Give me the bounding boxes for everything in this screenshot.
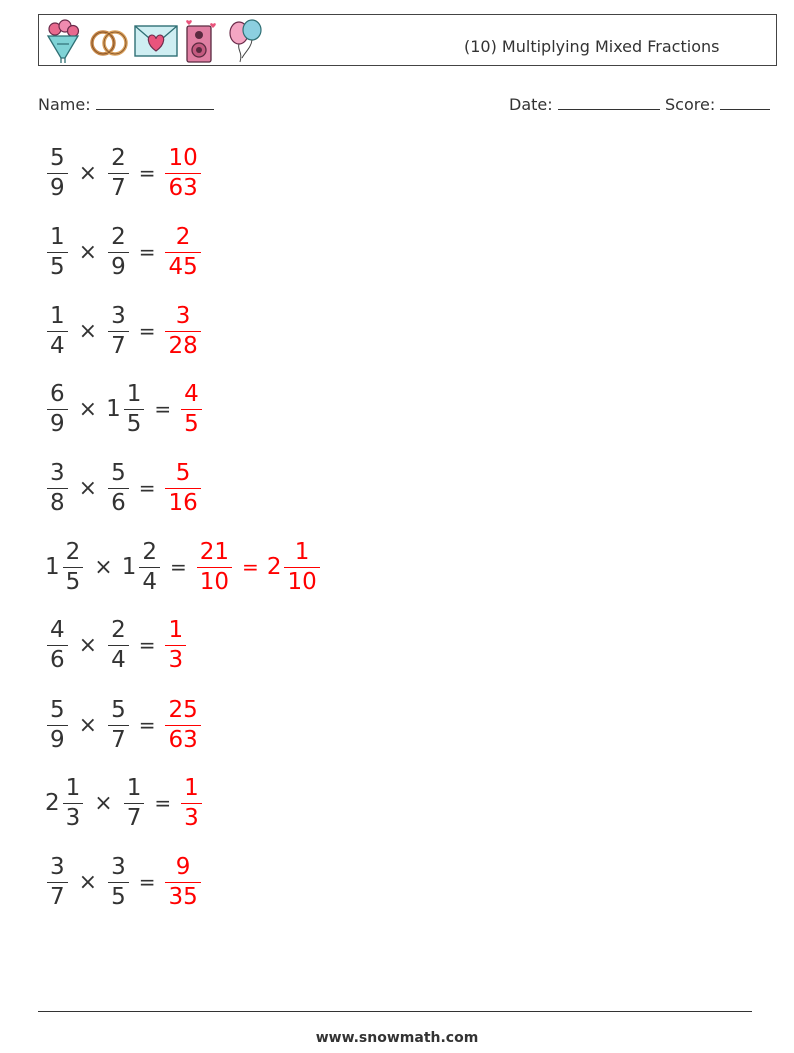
numerator: 1	[50, 223, 65, 250]
operand-a	[45, 616, 70, 673]
fraction	[165, 459, 200, 516]
equals-sign: =	[138, 476, 156, 500]
answer	[163, 144, 202, 201]
footer-url: www.snowmath.com	[315, 1030, 479, 1046]
operand-a	[45, 774, 85, 831]
score-blank[interactable]	[720, 93, 770, 110]
times-sign: ×	[78, 318, 98, 344]
numerator: 3	[111, 302, 126, 329]
operand-b	[106, 853, 131, 910]
numerator: 5	[50, 696, 65, 723]
denominator: 6	[47, 645, 68, 672]
denominator: 10	[284, 567, 319, 594]
answer	[163, 696, 202, 753]
denominator: 63	[165, 725, 200, 752]
equals-sign: =	[170, 555, 187, 579]
fraction	[63, 774, 84, 831]
fraction	[108, 616, 129, 673]
numerator: 2	[111, 616, 126, 643]
fraction	[165, 302, 200, 359]
name-blank[interactable]	[96, 93, 214, 110]
denominator: 7	[124, 803, 145, 830]
date-blank[interactable]	[558, 93, 660, 110]
denominator: 4	[108, 645, 129, 672]
answer	[163, 223, 202, 280]
fraction	[124, 380, 145, 437]
numerator: 2	[111, 223, 126, 250]
answer-fraction	[179, 774, 204, 831]
fraction	[165, 223, 200, 280]
problem-row	[45, 381, 204, 437]
denominator: 63	[165, 173, 200, 200]
equals-sign: =	[138, 240, 156, 264]
times-sign: ×	[78, 869, 98, 895]
problem-row	[45, 854, 203, 910]
operand-a	[45, 853, 70, 910]
numerator: 2	[142, 538, 157, 565]
numerator: 4	[50, 616, 65, 643]
denominator: 3	[165, 645, 186, 672]
balloons-icon	[225, 18, 267, 64]
fraction	[108, 302, 129, 359]
operand-b	[106, 144, 131, 201]
rings-icon	[87, 18, 131, 64]
fraction	[47, 853, 68, 910]
problem-row	[45, 460, 203, 516]
numerator: 1	[184, 774, 199, 801]
bouquet-icon	[43, 18, 83, 64]
name-field[interactable]	[38, 93, 214, 114]
operand-b	[106, 616, 131, 673]
answer-fraction	[163, 459, 202, 516]
answer-fraction	[163, 853, 202, 910]
speaker-hearts-icon	[183, 18, 219, 64]
times-sign: ×	[78, 475, 98, 501]
numerator: 3	[175, 302, 191, 329]
operand-a	[45, 538, 85, 595]
answer-mixed-number	[266, 538, 322, 595]
denominator: 5	[63, 567, 84, 594]
answer	[163, 459, 202, 516]
fraction	[47, 380, 68, 437]
numerator: 1	[294, 538, 310, 565]
whole-number: 1	[45, 554, 60, 580]
denominator: 7	[47, 882, 68, 909]
fraction	[108, 853, 129, 910]
problem-row	[45, 539, 322, 595]
date-field[interactable]	[509, 93, 660, 114]
answer	[195, 538, 322, 595]
fraction	[47, 696, 68, 753]
fraction	[47, 144, 68, 201]
problem-row	[45, 145, 203, 201]
whole-number: 1	[121, 554, 137, 580]
times-sign: ×	[78, 712, 98, 738]
fraction	[165, 696, 200, 753]
problem-row	[45, 697, 203, 753]
numerator: 10	[168, 144, 198, 171]
fraction	[108, 696, 129, 753]
whole-number: 2	[45, 790, 60, 816]
answer	[163, 302, 202, 359]
fraction	[181, 380, 202, 437]
numerator: 25	[168, 696, 198, 723]
fraction	[47, 223, 68, 280]
answer	[163, 616, 188, 673]
whole-number: 2	[266, 554, 282, 580]
denominator: 5	[108, 882, 129, 909]
numerator: 1	[168, 616, 184, 643]
denominator: 3	[63, 803, 84, 830]
whole-number: 1	[106, 396, 121, 422]
equals-sign: =	[138, 319, 156, 343]
numerator: 3	[111, 853, 126, 880]
worksheet-header	[38, 14, 777, 66]
operand-b	[106, 696, 131, 753]
times-sign: ×	[94, 554, 113, 580]
numerator: 2	[175, 223, 191, 250]
numerator: 21	[199, 538, 230, 565]
answer-fraction	[163, 223, 202, 280]
times-sign: ×	[78, 396, 98, 422]
answer	[163, 853, 202, 910]
answer-fraction	[163, 144, 202, 201]
denominator: 8	[47, 488, 68, 515]
fraction	[181, 774, 202, 831]
operand-a	[45, 144, 70, 201]
operand-b	[106, 380, 146, 437]
footer-divider	[38, 1011, 752, 1012]
fraction	[47, 616, 68, 673]
numerator: 1	[126, 380, 142, 407]
denominator: 35	[165, 882, 200, 909]
operand-a	[45, 223, 70, 280]
fraction	[197, 538, 232, 595]
denominator: 3	[181, 803, 202, 830]
problem-row	[45, 224, 203, 280]
worksheet-title: (10) Multiplying Mixed Fractions	[464, 37, 720, 56]
denominator: 16	[165, 488, 200, 515]
denominator: 7	[108, 173, 129, 200]
fraction	[108, 223, 129, 280]
score-field[interactable]	[665, 93, 770, 114]
fraction	[139, 538, 160, 595]
numerator: 3	[50, 853, 65, 880]
operand-a	[45, 302, 70, 359]
fraction	[124, 774, 145, 831]
denominator: 4	[47, 331, 68, 358]
answer-fraction	[163, 616, 188, 673]
numerator: 1	[126, 774, 142, 801]
denominator: 9	[108, 252, 129, 279]
problem-row	[45, 775, 204, 831]
fraction	[284, 538, 319, 595]
denominator: 7	[108, 331, 129, 358]
denominator: 9	[47, 173, 68, 200]
operand-b	[106, 223, 131, 280]
equals-sign: =	[154, 397, 172, 421]
numerator: 5	[111, 459, 126, 486]
problem-row	[45, 617, 188, 673]
fraction	[47, 302, 68, 359]
answer-equals-sign: =	[242, 555, 259, 579]
answer-fraction	[179, 380, 204, 437]
equals-sign: =	[138, 633, 156, 657]
denominator: 4	[139, 567, 160, 594]
answer-fraction	[195, 538, 234, 595]
denominator: 5	[181, 409, 202, 436]
numerator: 2	[111, 144, 126, 171]
numerator: 5	[111, 696, 126, 723]
fraction	[108, 144, 129, 201]
answer	[179, 380, 204, 437]
numerator: 2	[65, 538, 81, 565]
denominator: 9	[47, 409, 68, 436]
denominator: 6	[108, 488, 129, 515]
fraction	[165, 616, 186, 673]
denominator: 10	[197, 567, 232, 594]
numerator: 3	[50, 459, 65, 486]
numerator: 9	[175, 853, 191, 880]
answer-fraction	[163, 302, 202, 359]
times-sign: ×	[94, 790, 113, 816]
denominator: 45	[165, 252, 200, 279]
denominator: 5	[124, 409, 145, 436]
numerator: 5	[175, 459, 191, 486]
answer	[179, 774, 204, 831]
denominator: 28	[165, 331, 200, 358]
fraction	[165, 853, 200, 910]
fraction	[47, 459, 68, 516]
equals-sign: =	[154, 791, 172, 815]
times-sign: ×	[78, 160, 98, 186]
name-label: Name:	[38, 95, 91, 114]
operand-a	[45, 696, 70, 753]
denominator: 5	[47, 252, 68, 279]
numerator: 5	[50, 144, 65, 171]
numerator: 6	[50, 380, 65, 407]
answer-fraction	[163, 696, 202, 753]
numerator: 4	[184, 380, 199, 407]
operand-b	[106, 459, 131, 516]
fraction	[108, 459, 129, 516]
problem-row	[45, 303, 203, 359]
love-letter-icon	[133, 18, 179, 64]
fraction	[165, 144, 200, 201]
equals-sign: =	[138, 161, 156, 185]
operand-b	[106, 302, 131, 359]
times-sign: ×	[78, 239, 98, 265]
denominator: 9	[47, 725, 68, 752]
operand-b	[121, 538, 162, 595]
times-sign: ×	[78, 632, 98, 658]
score-label: Score:	[665, 95, 716, 114]
operand-a	[45, 459, 70, 516]
numerator: 1	[50, 302, 65, 329]
operand-b	[122, 774, 147, 831]
date-label: Date:	[509, 95, 553, 114]
denominator: 7	[108, 725, 129, 752]
equals-sign: =	[138, 713, 156, 737]
fraction	[63, 538, 84, 595]
operand-a	[45, 380, 70, 437]
equals-sign: =	[138, 870, 156, 894]
numerator: 1	[65, 774, 81, 801]
